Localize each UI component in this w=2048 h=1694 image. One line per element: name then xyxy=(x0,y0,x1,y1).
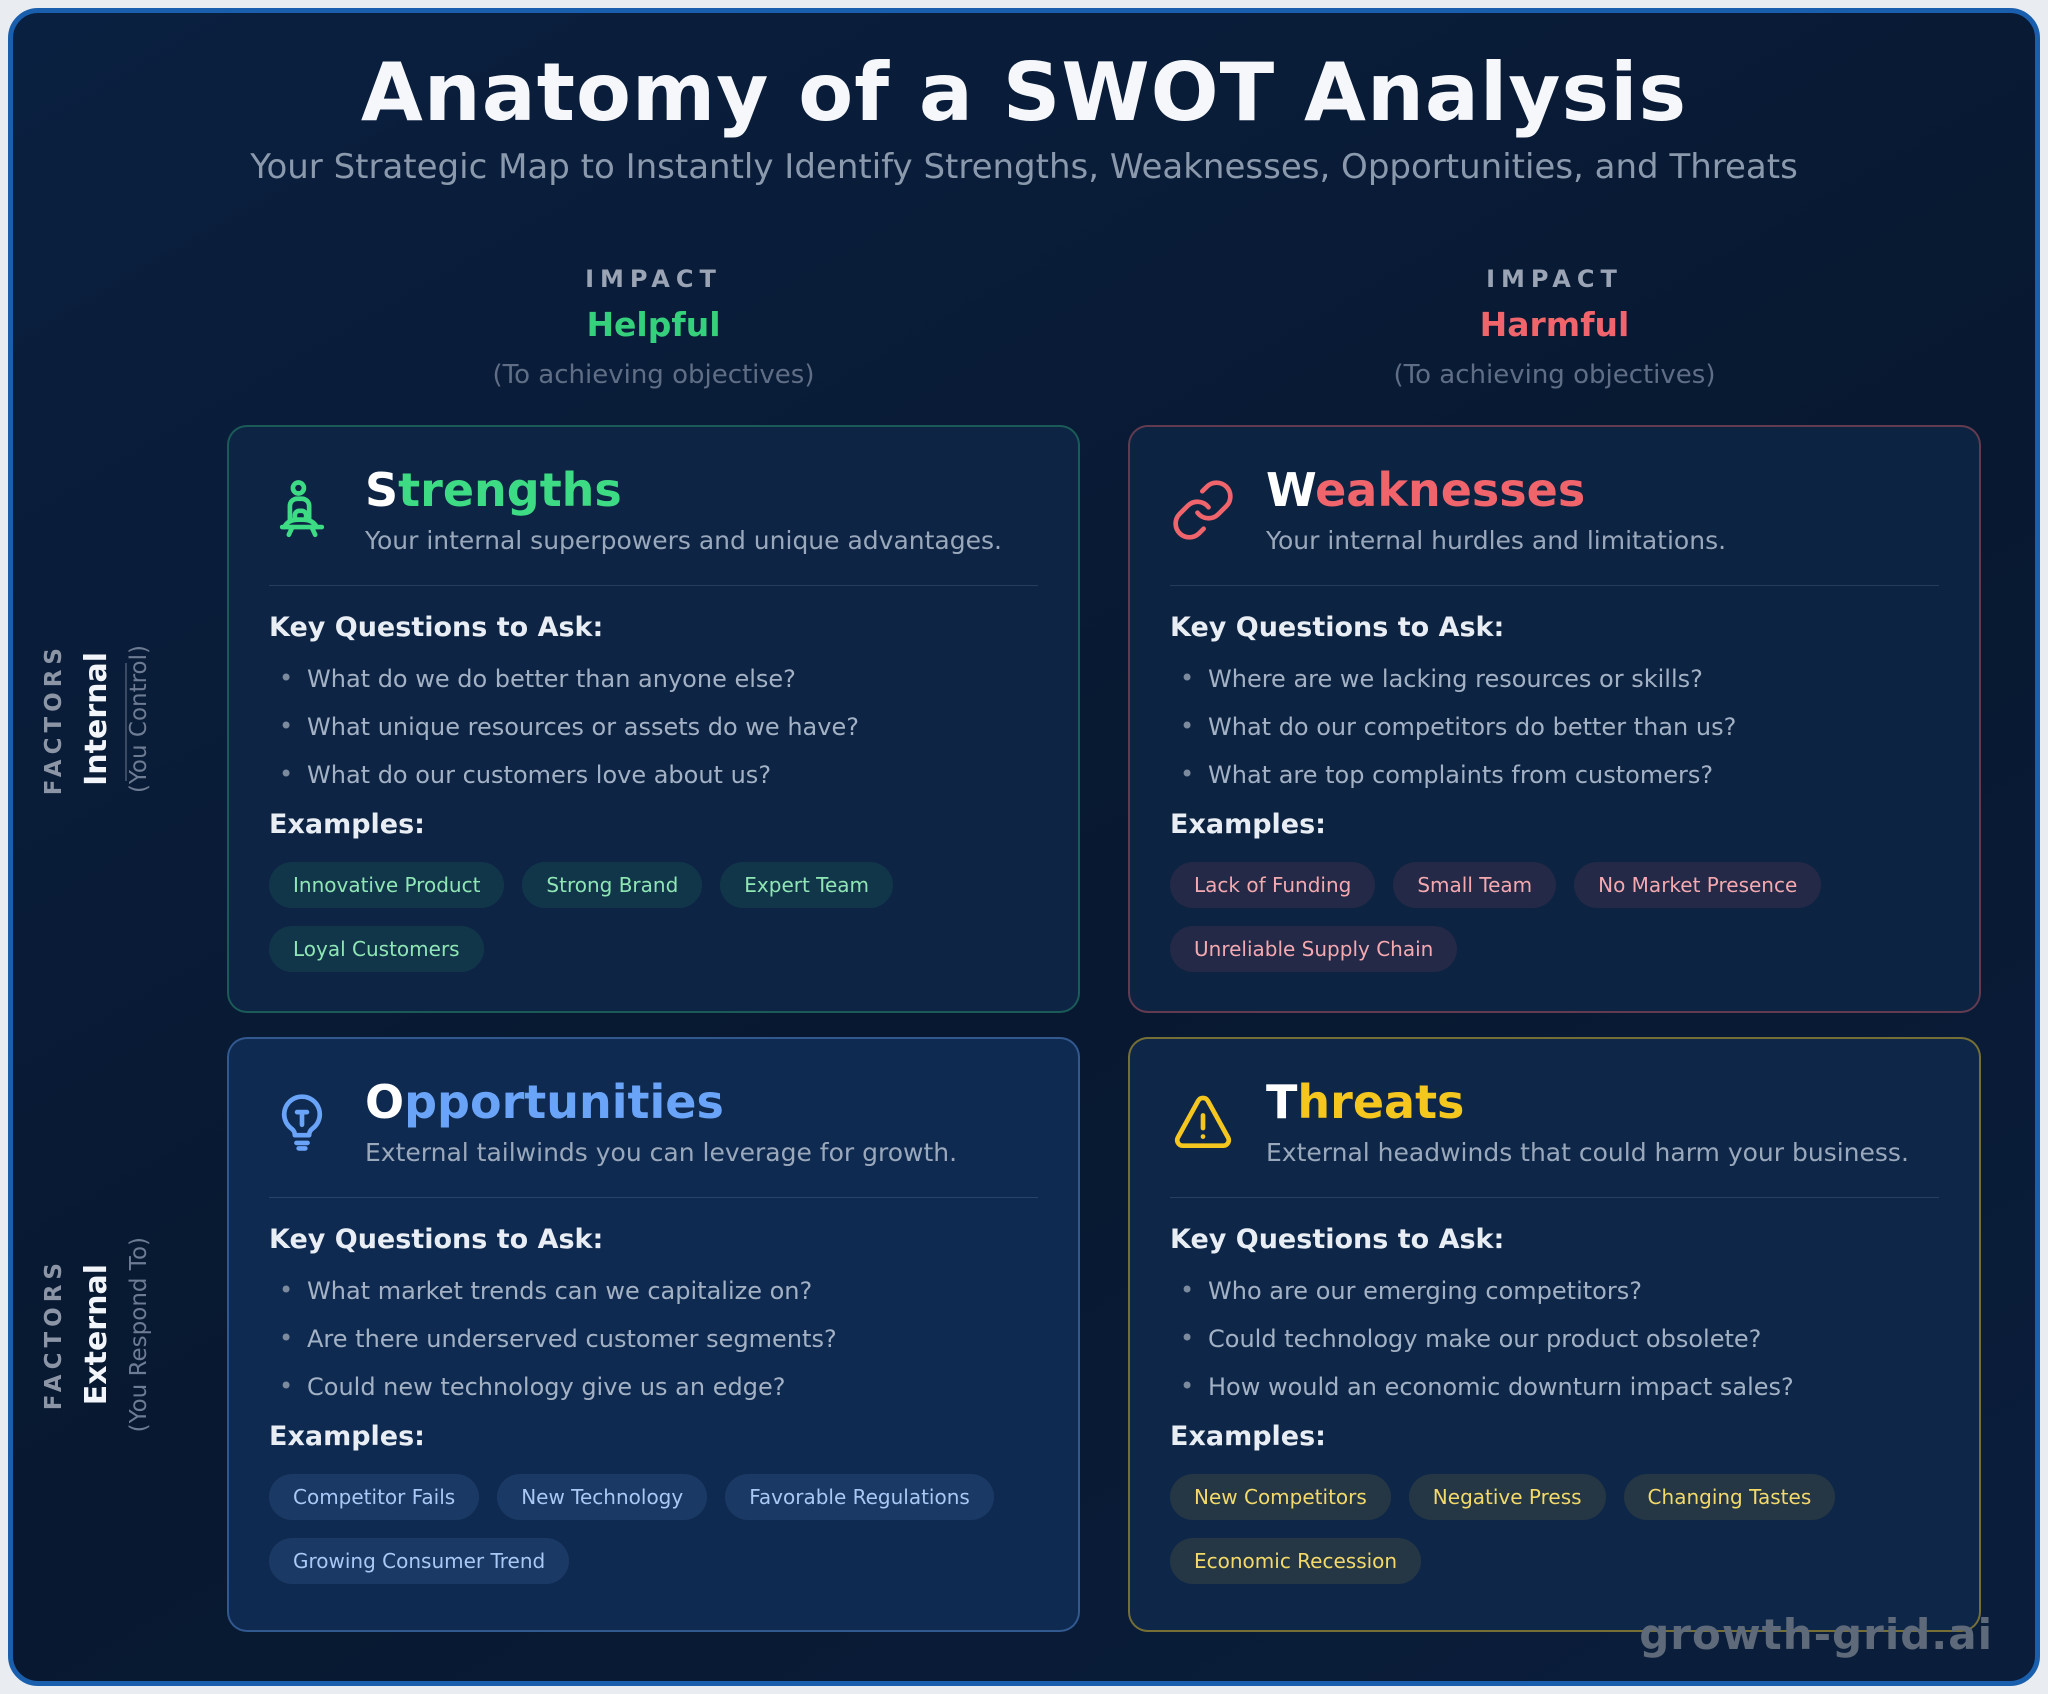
factors-section-divider xyxy=(125,663,127,781)
impact-header-helpful xyxy=(227,253,1080,401)
title-rest: eaknesses xyxy=(1315,463,1586,517)
questions-list xyxy=(269,1277,1038,1401)
internal-note: (You Control) xyxy=(125,644,152,794)
example-pill: Innovative Product xyxy=(269,862,504,908)
impact-note: (To achieving objectives) xyxy=(492,359,815,390)
example-pill: New Competitors xyxy=(1170,1474,1391,1520)
impact-label: IMPACT xyxy=(585,264,722,293)
question-item: • Could new technology give us an edge? xyxy=(269,1373,1038,1401)
hero-header xyxy=(13,13,2035,187)
questions-heading: Key Questions to Ask: xyxy=(269,611,604,643)
lightbulb-icon xyxy=(269,1089,335,1155)
question-item: • What do we do better than anyone else? xyxy=(269,665,1038,693)
example-pill: Strong Brand xyxy=(522,862,702,908)
example-pill: Negative Press xyxy=(1409,1474,1606,1520)
example-pill: Small Team xyxy=(1393,862,1556,908)
example-pill: No Market Presence xyxy=(1574,862,1821,908)
page-subtitle: Your Strategic Map to Instantly Identify Strengths, Weaknesses, Opportunities, and Threats xyxy=(250,147,1798,187)
swot-grid xyxy=(13,253,1981,1632)
examples-pill-list xyxy=(269,1474,1038,1584)
example-pill: Competitor Fails xyxy=(269,1474,479,1520)
internal-label: Internal xyxy=(78,652,114,786)
factors-eyebrow: FACTORS xyxy=(40,1258,67,1411)
strengths-title-block xyxy=(365,465,1002,555)
question-item: • Are there underserved customer segments? xyxy=(269,1325,1038,1353)
example-pill: Changing Tastes xyxy=(1624,1474,1836,1520)
factors-eyebrow: FACTORS xyxy=(40,642,67,796)
threats-title xyxy=(1266,1077,1909,1128)
opportunities-card-header xyxy=(269,1077,1038,1167)
examples-pill-list xyxy=(269,862,1038,972)
title-first-letter: S xyxy=(365,463,399,517)
questions-heading: Key Questions to Ask: xyxy=(269,1223,604,1255)
examples-heading: Examples: xyxy=(1170,1420,1326,1452)
example-pill: Expert Team xyxy=(720,862,893,908)
questions-list xyxy=(269,665,1038,789)
opportunities-title-block xyxy=(365,1077,957,1167)
threats-card-header xyxy=(1170,1077,1939,1167)
opportunities-card xyxy=(227,1037,1080,1632)
example-pill: Economic Recession xyxy=(1170,1538,1421,1584)
external-label: External xyxy=(78,1263,114,1406)
impact-value-harmful: Harmful xyxy=(1479,304,1630,344)
strengths-card-header xyxy=(269,465,1038,555)
example-pill: New Technology xyxy=(497,1474,707,1520)
questions-heading: Key Questions to Ask: xyxy=(1170,611,1505,643)
question-item: • What are top complaints from customers? xyxy=(1170,761,1939,789)
question-item: • Could technology make our product obsolete? xyxy=(1170,1325,1939,1353)
card-divider xyxy=(269,1197,1038,1198)
impact-label: IMPACT xyxy=(1486,264,1623,293)
question-item: • What market trends can we capitalize on? xyxy=(269,1277,1038,1305)
examples-heading: Examples: xyxy=(1170,808,1326,840)
example-pill: Favorable Regulations xyxy=(725,1474,994,1520)
strengths-subtitle: Your internal superpowers and unique advantages. xyxy=(365,525,1002,555)
question-item: • What unique resources or assets do we have? xyxy=(269,713,1038,741)
row-label-external xyxy=(13,1037,179,1632)
weaknesses-title xyxy=(1266,465,1726,516)
examples-heading: Examples: xyxy=(269,808,425,840)
example-pill: Lack of Funding xyxy=(1170,862,1375,908)
examples-heading: Examples: xyxy=(269,1420,425,1452)
example-pill: Growing Consumer Trend xyxy=(269,1538,569,1584)
title-rest: pportunities xyxy=(404,1075,724,1129)
title-first-letter: T xyxy=(1266,1075,1298,1129)
example-pill: Unreliable Supply Chain xyxy=(1170,926,1457,972)
questions-list xyxy=(1170,665,1939,789)
title-first-letter: O xyxy=(365,1075,405,1129)
chain-link-icon xyxy=(1170,477,1236,543)
page-title: Anatomy of a SWOT Analysis xyxy=(360,46,1688,139)
impact-value-helpful: Helpful xyxy=(586,304,721,344)
questions-heading: Key Questions to Ask: xyxy=(1170,1223,1505,1255)
threats-card xyxy=(1128,1037,1981,1632)
card-divider xyxy=(1170,585,1939,586)
title-rest: trengths xyxy=(398,463,622,517)
card-divider xyxy=(1170,1197,1939,1198)
question-item: • What do our competitors do better than us? xyxy=(1170,713,1939,741)
example-pill: Loyal Customers xyxy=(269,926,484,972)
question-item: • How would an economic downturn impact sales? xyxy=(1170,1373,1939,1401)
weaknesses-title-block xyxy=(1266,465,1726,555)
title-rest: hreats xyxy=(1297,1075,1465,1129)
strengths-card xyxy=(227,425,1080,1013)
weaknesses-subtitle: Your internal hurdles and limitations. xyxy=(1266,525,1727,555)
person-lifting-icon xyxy=(269,477,335,543)
grid-corner-spacer xyxy=(13,253,179,401)
question-item: • What do our customers love about us? xyxy=(269,761,1038,789)
opportunities-title xyxy=(365,1077,957,1128)
examples-pill-list xyxy=(1170,1474,1939,1584)
watermark-brand: growth-grid.ai xyxy=(1639,1610,1993,1659)
impact-note: (To achieving objectives) xyxy=(1393,359,1716,390)
card-divider xyxy=(269,585,1038,586)
impact-header-harmful xyxy=(1128,253,1981,401)
question-item: • Who are our emerging competitors? xyxy=(1170,1277,1939,1305)
title-first-letter: W xyxy=(1266,463,1316,517)
questions-list xyxy=(1170,1277,1939,1401)
external-note: (You Respond To) xyxy=(125,1236,152,1433)
opportunities-subtitle: External tailwinds you can leverage for growth. xyxy=(365,1137,958,1167)
strengths-title xyxy=(365,465,1002,516)
weaknesses-card xyxy=(1128,425,1981,1013)
swot-infographic-panel xyxy=(8,8,2040,1686)
threats-subtitle: External headwinds that could harm your business. xyxy=(1266,1137,1909,1167)
row-label-internal xyxy=(13,425,179,1013)
weaknesses-card-header xyxy=(1170,465,1939,555)
question-item: • Where are we lacking resources or skills? xyxy=(1170,665,1939,693)
examples-pill-list xyxy=(1170,862,1939,972)
warning-triangle-icon xyxy=(1170,1089,1236,1155)
threats-title-block xyxy=(1266,1077,1909,1167)
